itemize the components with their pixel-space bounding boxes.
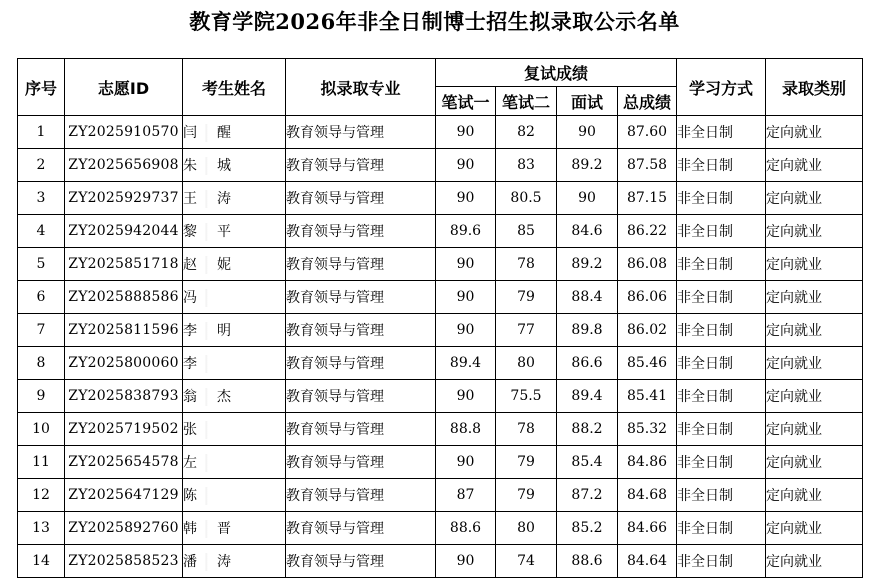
header-retest: 复试成绩 (436, 59, 677, 87)
cell-mode: 非全日制 (677, 545, 766, 578)
cell-mode: 非全日制 (677, 380, 766, 413)
cell-written1: 88.6 (436, 512, 496, 545)
cell-major: 教育领导与管理 (286, 512, 436, 545)
name-first-char: 黎 (183, 224, 197, 240)
cell-written2: 80 (496, 347, 557, 380)
cell-written2: 77 (496, 314, 557, 347)
cell-interview: 85.2 (557, 512, 618, 545)
cell-category: 定向就业 (766, 215, 863, 248)
cell-id: ZY2025858523 (65, 545, 183, 578)
table-row (18, 446, 863, 479)
cell-seq: 4 (18, 215, 65, 248)
table-row (18, 380, 863, 413)
cell-id: ZY2025838793 (65, 380, 183, 413)
cell-interview: 85.4 (557, 446, 618, 479)
cell-written2: 75.5 (496, 380, 557, 413)
cell-category: 定向就业 (766, 479, 863, 512)
cell-written2: 79 (496, 281, 557, 314)
cell-major: 教育领导与管理 (286, 347, 436, 380)
name-redaction-mask (197, 454, 217, 472)
cell-total: 84.64 (618, 545, 677, 578)
cell-id: ZY2025654578 (65, 446, 183, 479)
table-header (18, 59, 863, 116)
header-category: 录取类别 (766, 59, 863, 116)
cell-name (183, 479, 286, 512)
cell-mode: 非全日制 (677, 413, 766, 446)
cell-written2: 80 (496, 512, 557, 545)
cell-interview: 88.4 (557, 281, 618, 314)
table-row (18, 281, 863, 314)
table-row (18, 479, 863, 512)
cell-name (183, 413, 286, 446)
cell-id: ZY2025800060 (65, 347, 183, 380)
cell-interview: 89.2 (557, 149, 618, 182)
cell-category: 定向就业 (766, 116, 863, 149)
cell-name (183, 149, 286, 182)
table-row (18, 116, 863, 149)
name-redaction-mask (197, 190, 217, 208)
cell-name (183, 215, 286, 248)
cell-written1: 90 (436, 281, 496, 314)
cell-written2: 74 (496, 545, 557, 578)
cell-written1: 90 (436, 149, 496, 182)
name-redaction-mask (197, 157, 217, 175)
cell-total: 87.60 (618, 116, 677, 149)
cell-seq: 14 (18, 545, 65, 578)
cell-interview: 86.6 (557, 347, 618, 380)
cell-seq: 2 (18, 149, 65, 182)
cell-seq: 1 (18, 116, 65, 149)
cell-category: 定向就业 (766, 413, 863, 446)
cell-name (183, 512, 286, 545)
cell-name (183, 446, 286, 479)
cell-total: 84.66 (618, 512, 677, 545)
cell-seq: 8 (18, 347, 65, 380)
admission-table (17, 58, 863, 578)
cell-mode: 非全日制 (677, 248, 766, 281)
cell-interview: 87.2 (557, 479, 618, 512)
cell-id: ZY2025647129 (65, 479, 183, 512)
cell-mode: 非全日制 (677, 512, 766, 545)
cell-name (183, 545, 286, 578)
cell-mode: 非全日制 (677, 281, 766, 314)
name-last-char: 妮 (217, 257, 231, 273)
cell-total: 85.46 (618, 347, 677, 380)
cell-name (183, 347, 286, 380)
cell-major: 教育领导与管理 (286, 182, 436, 215)
cell-interview: 89.8 (557, 314, 618, 347)
name-redaction-mask (197, 355, 217, 373)
cell-category: 定向就业 (766, 149, 863, 182)
cell-seq: 7 (18, 314, 65, 347)
cell-name (183, 116, 286, 149)
table-row (18, 215, 863, 248)
cell-major: 教育领导与管理 (286, 281, 436, 314)
cell-name (183, 314, 286, 347)
header-seq: 序号 (18, 59, 65, 116)
cell-major: 教育领导与管理 (286, 413, 436, 446)
name-first-char: 陈 (183, 488, 197, 504)
header-total: 总成绩 (618, 87, 677, 116)
cell-seq: 3 (18, 182, 65, 215)
name-redaction-mask (197, 289, 217, 307)
name-last-char: 涛 (217, 191, 231, 207)
cell-interview: 90 (557, 182, 618, 215)
header-written2: 笔试二 (496, 87, 557, 116)
cell-mode: 非全日制 (677, 347, 766, 380)
cell-major: 教育领导与管理 (286, 545, 436, 578)
cell-mode: 非全日制 (677, 479, 766, 512)
cell-name (183, 182, 286, 215)
cell-written1: 87 (436, 479, 496, 512)
cell-seq: 13 (18, 512, 65, 545)
table-row (18, 182, 863, 215)
cell-written1: 88.8 (436, 413, 496, 446)
cell-mode: 非全日制 (677, 149, 766, 182)
cell-id: ZY2025888586 (65, 281, 183, 314)
cell-name (183, 248, 286, 281)
name-last-char: 明 (217, 323, 231, 339)
cell-written1: 90 (436, 248, 496, 281)
cell-written2: 78 (496, 248, 557, 281)
cell-category: 定向就业 (766, 314, 863, 347)
cell-mode: 非全日制 (677, 116, 766, 149)
cell-name (183, 281, 286, 314)
cell-written1: 89.4 (436, 347, 496, 380)
name-first-char: 赵 (183, 257, 197, 273)
cell-category: 定向就业 (766, 281, 863, 314)
cell-written1: 89.6 (436, 215, 496, 248)
cell-id: ZY2025851718 (65, 248, 183, 281)
name-redaction-mask (197, 256, 217, 274)
table-row (18, 314, 863, 347)
name-first-char: 闫 (183, 125, 197, 141)
table-row (18, 545, 863, 578)
table-row (18, 248, 863, 281)
header-interview: 面试 (557, 87, 618, 116)
cell-interview: 90 (557, 116, 618, 149)
cell-total: 86.02 (618, 314, 677, 347)
cell-id: ZY2025942044 (65, 215, 183, 248)
name-last-char: 杰 (217, 389, 231, 405)
name-redaction-mask (197, 322, 217, 340)
cell-written1: 90 (436, 314, 496, 347)
cell-written2: 79 (496, 446, 557, 479)
cell-seq: 6 (18, 281, 65, 314)
cell-total: 86.08 (618, 248, 677, 281)
cell-written2: 78 (496, 413, 557, 446)
cell-written1: 90 (436, 116, 496, 149)
name-last-char: 醒 (217, 125, 231, 141)
name-first-char: 韩 (183, 521, 197, 537)
table-row (18, 512, 863, 545)
cell-major: 教育领导与管理 (286, 380, 436, 413)
name-first-char: 张 (183, 422, 197, 438)
cell-id: ZY2025656908 (65, 149, 183, 182)
cell-total: 87.15 (618, 182, 677, 215)
name-first-char: 李 (183, 356, 197, 372)
table-row (18, 149, 863, 182)
cell-name (183, 380, 286, 413)
cell-interview: 88.2 (557, 413, 618, 446)
name-redaction-mask (197, 421, 217, 439)
cell-category: 定向就业 (766, 446, 863, 479)
cell-major: 教育领导与管理 (286, 446, 436, 479)
cell-mode: 非全日制 (677, 182, 766, 215)
cell-interview: 88.6 (557, 545, 618, 578)
cell-id: ZY2025910570 (65, 116, 183, 149)
name-redaction-mask (197, 487, 217, 505)
cell-id: ZY2025892760 (65, 512, 183, 545)
table-row (18, 413, 863, 446)
name-redaction-mask (197, 223, 217, 241)
cell-seq: 5 (18, 248, 65, 281)
cell-written1: 90 (436, 446, 496, 479)
cell-major: 教育领导与管理 (286, 149, 436, 182)
cell-total: 87.58 (618, 149, 677, 182)
name-last-char: 平 (217, 224, 231, 240)
name-first-char: 王 (183, 191, 197, 207)
cell-total: 84.86 (618, 446, 677, 479)
cell-major: 教育领导与管理 (286, 248, 436, 281)
table-body (18, 116, 863, 578)
cell-category: 定向就业 (766, 182, 863, 215)
header-written1: 笔试一 (436, 87, 496, 116)
cell-total: 86.06 (618, 281, 677, 314)
name-first-char: 冯 (183, 290, 197, 306)
cell-written2: 79 (496, 479, 557, 512)
header-major: 拟录取专业 (286, 59, 436, 116)
cell-written1: 90 (436, 182, 496, 215)
cell-id: ZY2025811596 (65, 314, 183, 347)
name-last-char: 晋 (217, 521, 231, 537)
cell-major: 教育领导与管理 (286, 116, 436, 149)
name-first-char: 朱 (183, 158, 197, 174)
name-first-char: 李 (183, 323, 197, 339)
header-name: 考生姓名 (183, 59, 286, 116)
cell-category: 定向就业 (766, 347, 863, 380)
cell-major: 教育领导与管理 (286, 314, 436, 347)
name-first-char: 左 (183, 455, 197, 471)
cell-seq: 9 (18, 380, 65, 413)
cell-written2: 80.5 (496, 182, 557, 215)
name-first-char: 翁 (183, 389, 197, 405)
header-id: 志愿ID (65, 59, 183, 116)
cell-seq: 12 (18, 479, 65, 512)
cell-category: 定向就业 (766, 248, 863, 281)
cell-written2: 85 (496, 215, 557, 248)
cell-mode: 非全日制 (677, 215, 766, 248)
cell-category: 定向就业 (766, 512, 863, 545)
cell-category: 定向就业 (766, 545, 863, 578)
cell-id: ZY2025929737 (65, 182, 183, 215)
name-first-char: 潘 (183, 554, 197, 570)
page-title: 教育学院2026年非全日制博士招生拟录取公示名单 (189, 9, 680, 34)
name-redaction-mask (197, 388, 217, 406)
cell-total: 85.32 (618, 413, 677, 446)
cell-written2: 83 (496, 149, 557, 182)
cell-major: 教育领导与管理 (286, 479, 436, 512)
cell-major: 教育领导与管理 (286, 215, 436, 248)
cell-total: 84.68 (618, 479, 677, 512)
cell-category: 定向就业 (766, 380, 863, 413)
table-row (18, 347, 863, 380)
name-last-char: 城 (217, 158, 231, 174)
name-last-char: 涛 (217, 554, 231, 570)
cell-written2: 82 (496, 116, 557, 149)
cell-mode: 非全日制 (677, 314, 766, 347)
cell-interview: 89.2 (557, 248, 618, 281)
cell-interview: 89.4 (557, 380, 618, 413)
header-mode: 学习方式 (677, 59, 766, 116)
cell-id: ZY2025719502 (65, 413, 183, 446)
name-redaction-mask (197, 520, 217, 538)
cell-written1: 90 (436, 545, 496, 578)
cell-seq: 11 (18, 446, 65, 479)
cell-total: 85.41 (618, 380, 677, 413)
cell-total: 86.22 (618, 215, 677, 248)
name-redaction-mask (197, 124, 217, 142)
cell-interview: 84.6 (557, 215, 618, 248)
cell-written1: 90 (436, 380, 496, 413)
cell-mode: 非全日制 (677, 446, 766, 479)
name-redaction-mask (197, 553, 217, 571)
cell-seq: 10 (18, 413, 65, 446)
